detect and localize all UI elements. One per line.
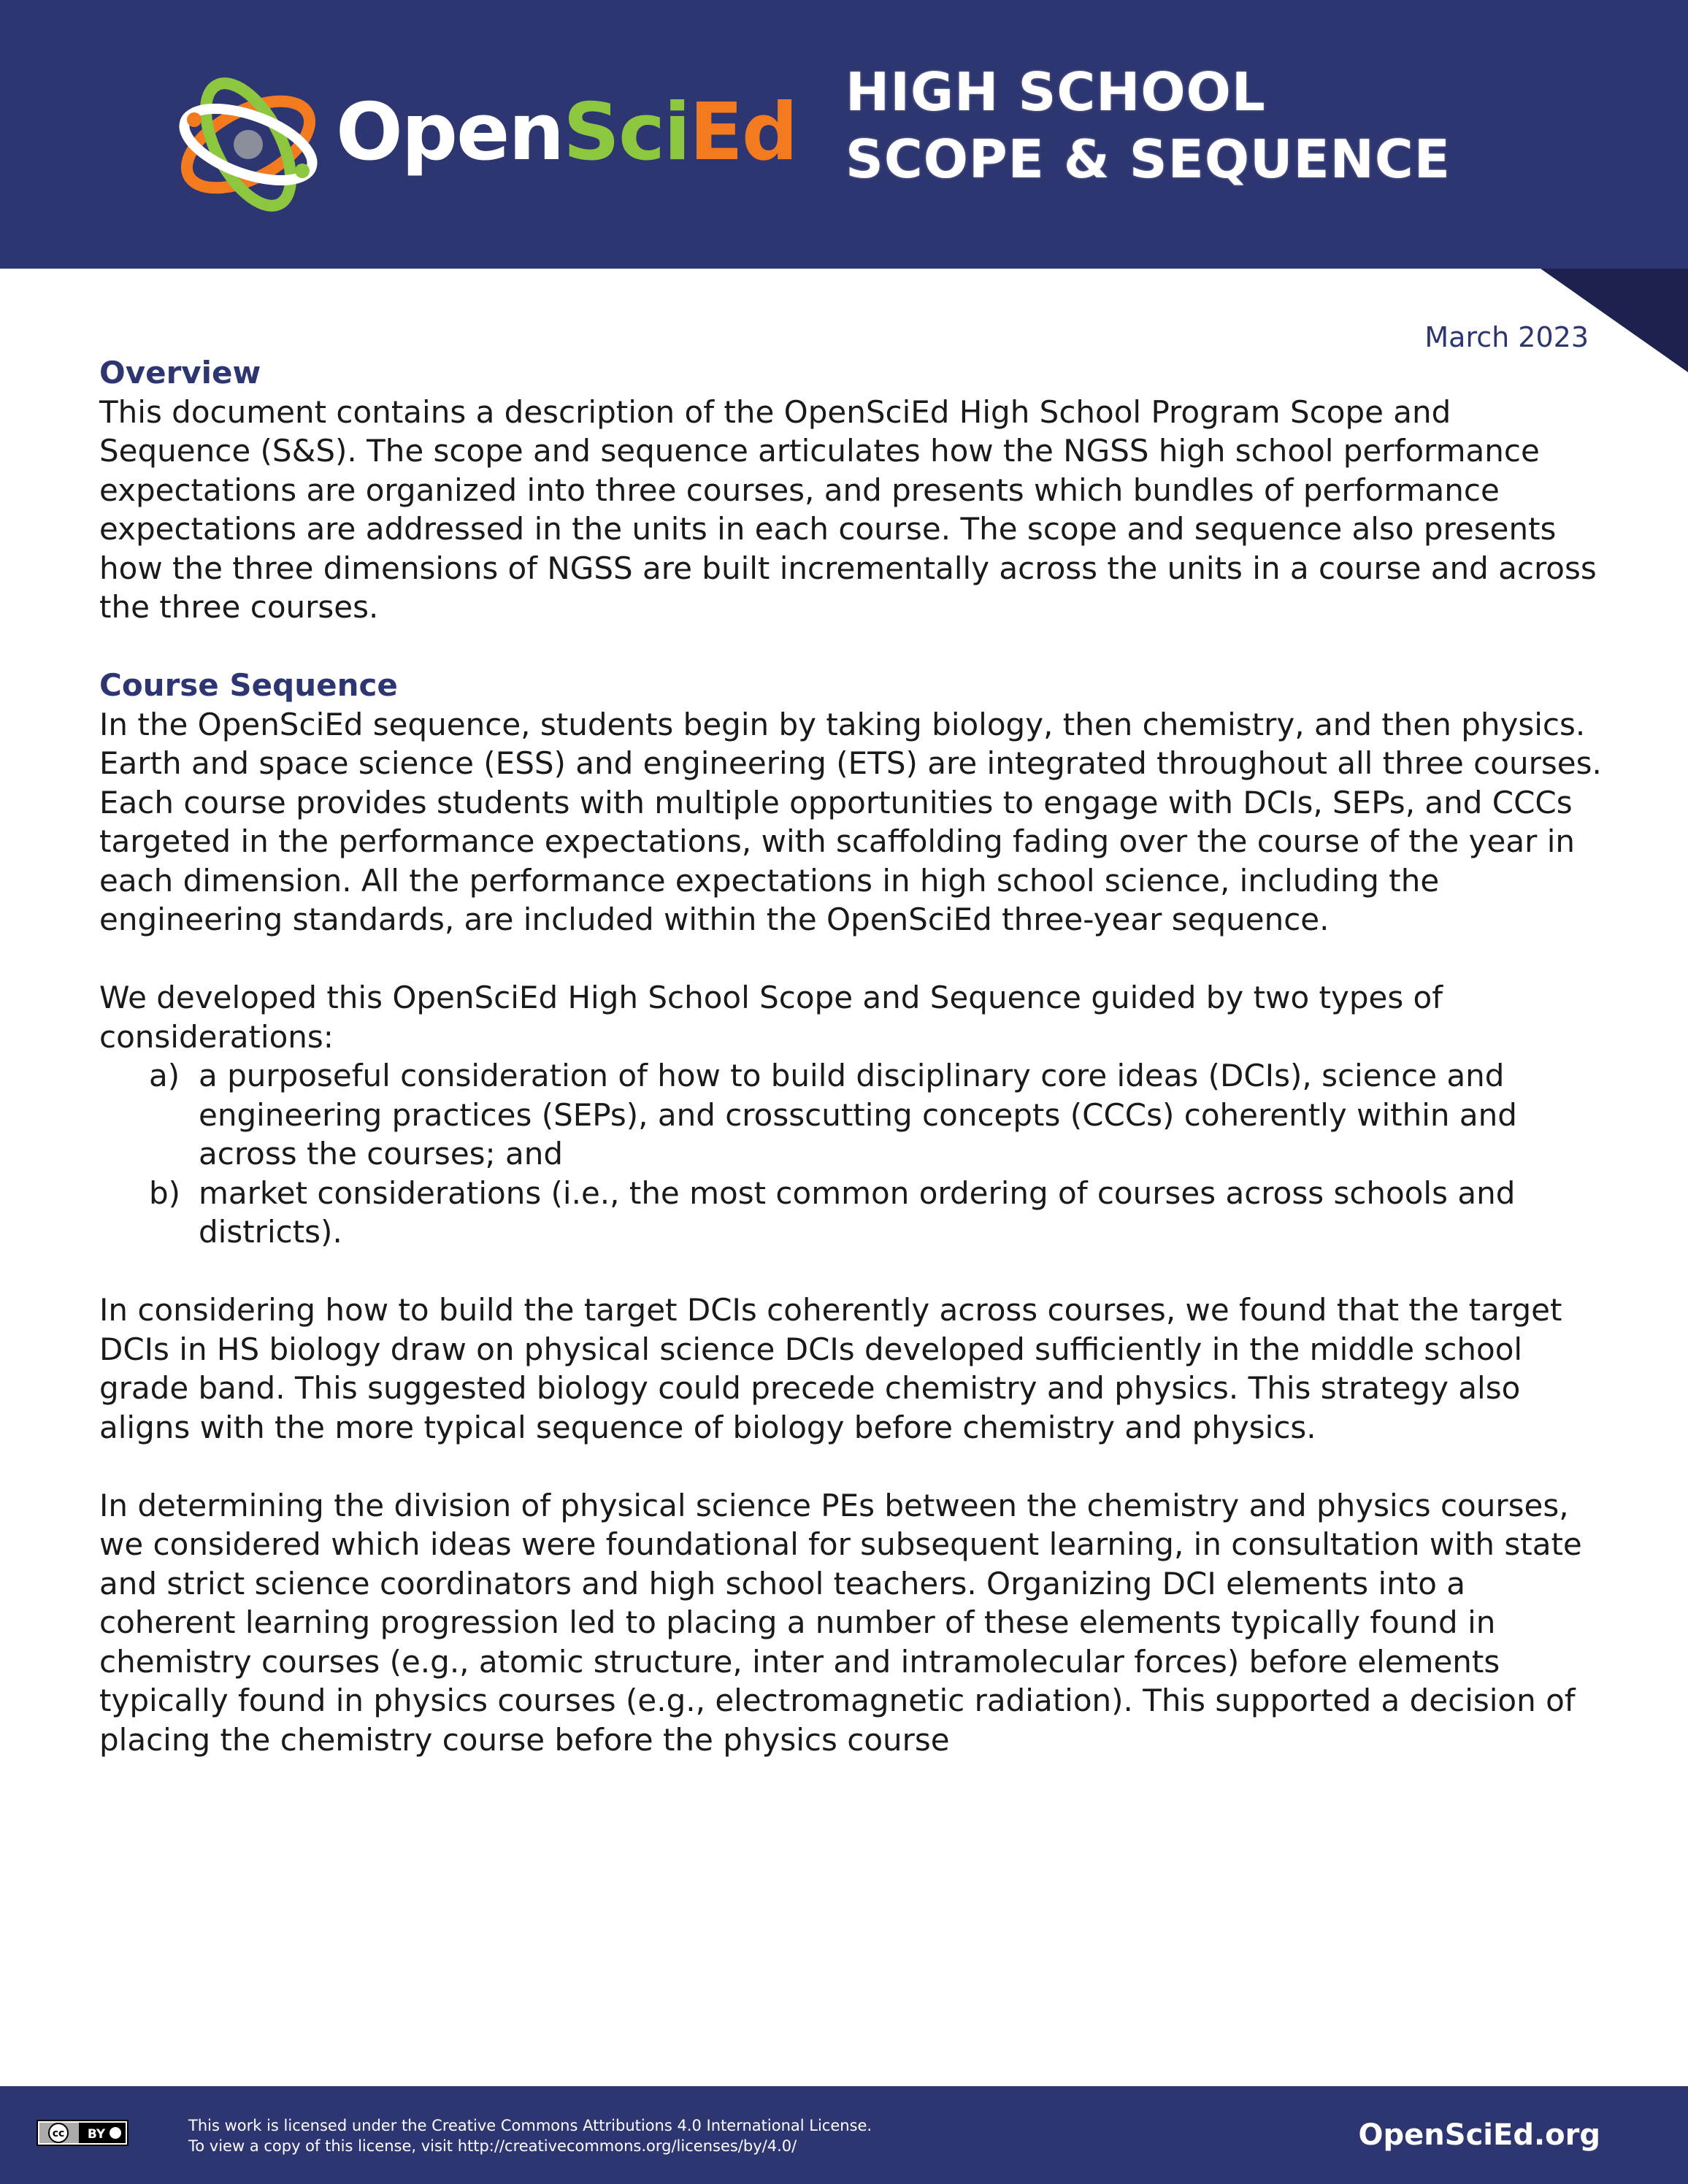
list-marker: a) bbox=[149, 1058, 180, 1093]
course-sequence-heading: Course Sequence bbox=[99, 667, 398, 703]
overview-heading: Overview bbox=[99, 355, 261, 391]
list-item-text: market considerations (i.e., the most common ordering of courses across schools and districts). bbox=[199, 1174, 1516, 1250]
cc-label: cc bbox=[52, 2128, 65, 2139]
list-marker: b) bbox=[149, 1174, 181, 1211]
course-sequence-paragraph-2: We developed this OpenSciEd High School Scope and Sequence guided by two types of considerations: bbox=[99, 980, 1443, 1055]
document-body bbox=[99, 353, 1603, 1759]
list-item bbox=[99, 1056, 1603, 1174]
overview-paragraph: This document contains a description of the OpenSciEd High School Program Scope and Sequence (S&S). The scope and sequence articulates how the NGSS high school performance expectations are organized into three courses, and presents which bundles of performance expectations are addressed in the units in each course. The scope and sequence also presents how the three dimensions of NGSS are built incrementally across the units in a course and across the three courses. bbox=[99, 393, 1597, 625]
by-label: BY bbox=[87, 2127, 106, 2142]
site-link[interactable]: OpenSciEd.org bbox=[1358, 2118, 1600, 2152]
license-line-2[interactable]: To view a copy of this license, visit http://creativecommons.org/licenses/by/4.0/ bbox=[188, 2137, 797, 2155]
list-item bbox=[99, 1174, 1603, 1252]
header-band bbox=[0, 0, 1688, 269]
list-item-text: a purposeful consideration of how to build disciplinary core ideas (DCIs), science and engineering practices (SEPs), and crosscutting concepts (CCCs) coherently within and across the courses; and bbox=[199, 1058, 1517, 1172]
course-sequence-paragraph-4: In determining the division of physical science PEs between the chemistry and physics courses, we considered which ideas were foundational for subsequent learning, in consultation with state and strict science coordinators and high school teachers. Organizing DCI elements into a coherent learning progression led to placing a number of these elements typically found in chemistry courses (e.g., atomic structure, inter and intramolecular forces) before elements typically found in physics courses (e.g., electromagnetic radiation). This supported a decision of placing the chemistry course before the physics course bbox=[99, 1487, 1582, 1758]
considerations-list bbox=[99, 1056, 1603, 1252]
title-line-1: HIGH SCHOOL bbox=[845, 61, 1266, 123]
footer-band bbox=[0, 2086, 1688, 2184]
logo-wordmark: OpenSciEd bbox=[336, 87, 797, 178]
course-sequence-paragraph-3: In considering how to build the target DCIs coherently across courses, we found that the target DCIs in HS biology draw on physical science DCIs developed sufficiently in the middle school grade band. This suggested biology could precede chemistry and physics. This strategy also aligns with the more typical sequence of biology before chemistry and physics. bbox=[99, 1292, 1562, 1445]
license-line-1: This work is licensed under the Creative Commons Attributions 4.0 International License. bbox=[188, 2117, 872, 2134]
document-date: March 2023 bbox=[1424, 321, 1589, 353]
license-text bbox=[188, 2115, 872, 2156]
title-line-2: SCOPE & SEQUENCE bbox=[845, 128, 1451, 190]
creative-commons-by-icon bbox=[37, 2120, 128, 2146]
document-title bbox=[845, 58, 1451, 193]
course-sequence-paragraph-1: In the OpenSciEd sequence, students begin by taking biology, then chemistry, and then physics. Earth and space science (ESS) and engineering (ETS) are integrated throughout all three courses. Each course provides students with multiple opportunities to engage with DCIs, SEPs, and CCCs targeted in the performance expectations, with scaffolding fading over the course of the year in each dimension. All the performance expectations in high school science, including the engineering standards, are included within the OpenSciEd three-year sequence. bbox=[99, 706, 1602, 937]
